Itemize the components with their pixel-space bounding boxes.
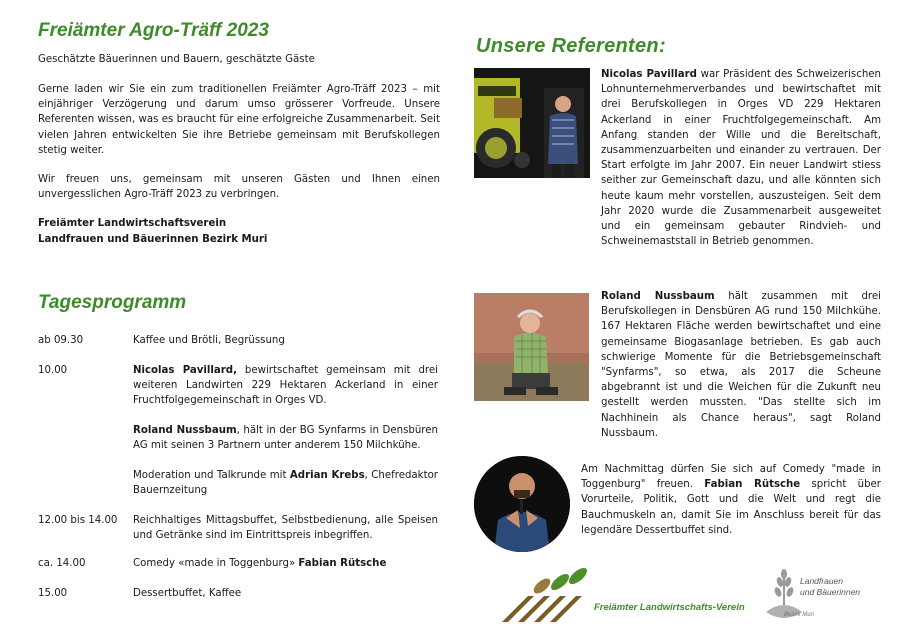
logo-landwirtschaftsverein bbox=[498, 566, 748, 626]
logo-landfrauen bbox=[762, 568, 872, 628]
closing-paragraph: Wir freuen uns, gemeinsam mit unseren Gästen und Ihnen einen unvergesslichen Agro-Träff 2023 zu verbringen. bbox=[38, 174, 440, 201]
speaker-bio-text: spricht über Vorurteile, Politik, Gott und die Welt und regt die Bauchmuskeln an, damit Sie im Anschluss bereit für das legendäre Dessertbuffet sind. bbox=[581, 479, 881, 536]
speaker-bio-text: hält zusammen mit drei Berufskollegen in Densbüren AG rund 150 Milchkühe. 167 Hektaren Fläche werden bewirtschaftet und eine gemeinsame Biogasanlage betrieben. Es gab auch schwierige Momente für die Betriebsgemeinschaft "Synfarms", so etwa, als 2017 die Scheune abgebrannt ist und die Weichen für die Zukunft neu gestellt werden mussten. "Das stellte sich im Nachhinein als Chance heraus", sagt Roland Nussbaum. bbox=[601, 291, 881, 439]
intro-paragraph: Gerne laden wir Sie ein zum traditionellen Freiämter Agro-Träff 2023 – mit einjähriger Verzögerung und darum umso grösserer Vorfreude. Unsere Referenten wissen, was es braucht für eine erfolgreiche Zusammenarbeit. Seit vielen Jahren entwickelten Sie ihre Betriebe gemeinsam mit Berufskollegen stetig weiter. bbox=[38, 84, 440, 156]
logo-line-3: Bezirk Muri bbox=[784, 612, 815, 618]
program-time: ca. 14.00 bbox=[38, 558, 86, 569]
speaker-bio-nussbaum bbox=[601, 289, 881, 441]
program-time: 15.00 bbox=[38, 588, 68, 599]
page-title: Freiämter Agro-Träff 2023 bbox=[38, 20, 269, 41]
program-title: Tagesprogramm bbox=[38, 292, 187, 313]
speakers-title: Unsere Referenten: bbox=[476, 35, 666, 57]
moderator-description: , Chefredaktor Bauernzeitung bbox=[133, 470, 438, 497]
speaker-name: Nicolas Pavillard bbox=[601, 69, 697, 80]
program-time: ab 09.30 bbox=[38, 335, 84, 346]
moderator-name: Adrian Krebs bbox=[289, 470, 365, 481]
comedy-intro: Am Nachmittag dürfen Sie sich auf Comedy "made in Toggenburg" freuen. bbox=[581, 464, 881, 491]
program-time: 10.00 bbox=[38, 365, 68, 376]
program-text bbox=[133, 556, 438, 571]
speaker-name: Roland Nussbaum bbox=[133, 425, 237, 436]
wheat-logo-icon bbox=[502, 566, 590, 622]
logo-text: Freiämter Landwirtschafts-Verein bbox=[594, 602, 745, 613]
program-text bbox=[133, 468, 438, 498]
greeting: Geschätzte Bäuerinnen und Bauern, geschätzte Gäste bbox=[38, 54, 315, 65]
speaker-bio-pavillard bbox=[601, 67, 881, 249]
logo-line-2: und Bäuerinnen bbox=[800, 587, 861, 597]
speaker-photo-nussbaum bbox=[474, 293, 589, 401]
speaker-name: Fabian Rütsche bbox=[704, 479, 801, 491]
speaker-photo-pavillard bbox=[474, 68, 590, 178]
comedy-label: Comedy «made in Toggenburg» bbox=[133, 558, 299, 569]
comedian-name: Fabian Rütsche bbox=[298, 558, 387, 569]
moderation-label: Moderation und Talkrunde mit bbox=[133, 470, 290, 481]
program-time: 12.00 bis 14.00 bbox=[38, 515, 118, 526]
organizer-1: Freiämter Landwirtschaftsverein bbox=[38, 218, 227, 229]
program-text bbox=[133, 423, 438, 453]
speaker-description: , hält in der BG Synfarms in Densbüren AG mit seinen 3 Partnern unter anderem 150 Milchkühe. bbox=[133, 425, 438, 452]
speaker-bio-text: war Präsident des Schweizerischen Lohnunternehmerverbandes und bewirtschaftet mit drei Berufskollegen in Orges VD 229 Hektaren Ackerland in einer Fruchtfolgegemeinschaft. Am Anfang standen der Wille und die Bereitschaft, zusammenzuarbeiten und einander zu vertrauen. Der Start erfolgte im Jahr 2007. Ein neuer Landwirt stiess seither zur Gemeinschaft dazu, und alle könnten sich heute kaum mehr vorstellen, auszusteigen. Seit dem Jahr 2020 wurde die Zusammenarbeit ausgeweitet und ein gemeinsam gebauter Rindvieh- und Schweinemaststall in Betrieb genommen. bbox=[601, 69, 881, 248]
organizer-2: Landfrauen und Bäuerinnen Bezirk Muri bbox=[38, 234, 268, 245]
speaker-photo-ruetsche bbox=[474, 456, 570, 552]
speaker-name: Roland Nussbaum bbox=[601, 291, 715, 302]
speaker-description: bewirtschaftet gemeinsam mit drei weiteren Landwirten 229 Hektaren Ackerland in einer Fruchtfolgegemeinschaft in Orges VD. bbox=[133, 365, 438, 407]
program-text: Reichhaltiges Mittagsbuffet, Selbstbedienung, alle Speisen und Getränke sind im Eintrittspreis inbegriffen. bbox=[133, 515, 438, 542]
speaker-bio-ruetsche bbox=[581, 462, 881, 538]
wheat-sheaf-icon bbox=[766, 569, 802, 618]
speaker-name: Nicolas Pavillard, bbox=[133, 365, 237, 376]
program-text: Kaffee und Brötli, Begrüssung bbox=[133, 335, 285, 346]
logo-line-1: Landfrauen bbox=[800, 576, 844, 586]
program-text bbox=[133, 363, 438, 409]
program-text: Dessertbuffet, Kaffee bbox=[133, 588, 242, 599]
